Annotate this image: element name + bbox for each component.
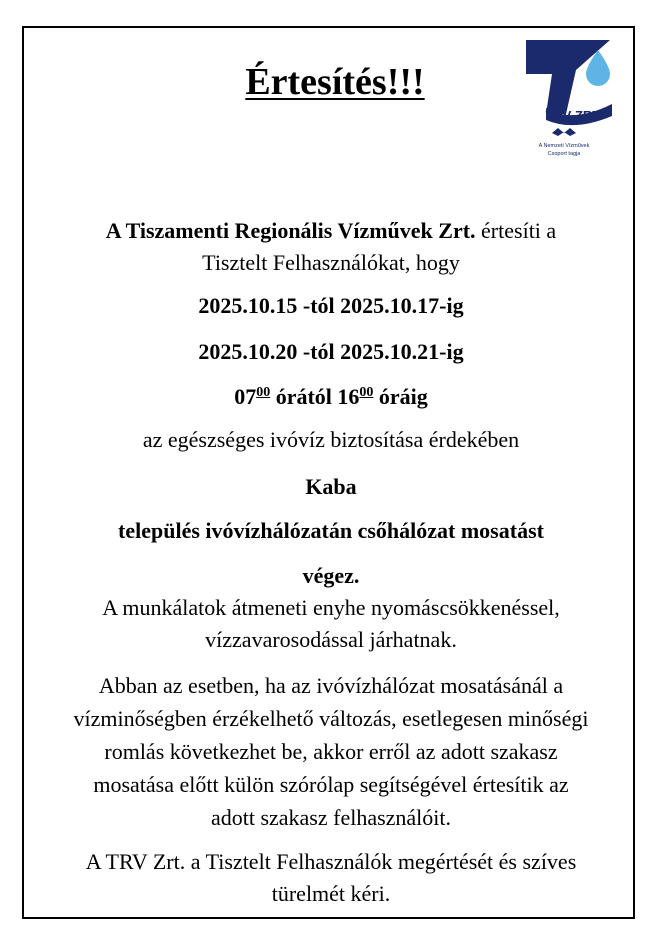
start-suffix: órától xyxy=(270,384,338,409)
time-range xyxy=(40,381,622,417)
start-hour: 07 xyxy=(234,384,257,409)
trv-logo xyxy=(524,36,616,166)
logo-tagline-2: Csoport tagja xyxy=(547,151,581,157)
paragraph-line-3: romlás következhet be, akkor erről az adott szakasz xyxy=(104,739,558,764)
closing-line-1: A TRV Zrt. a Tisztelt Felhasználók megértését és szíves xyxy=(85,849,577,874)
impact-line-1: A munkálatok átmeneti enyhe nyomáscsökkenéssel, xyxy=(102,595,560,620)
paragraph-line-5: adott szakasz felhasználóit. xyxy=(210,805,452,830)
notice-title: Értesítés!!! xyxy=(245,61,425,103)
start-minute: 00 xyxy=(256,385,271,400)
action-line-2: végez. xyxy=(302,563,360,588)
end-suffix: óráig xyxy=(373,384,428,409)
action-line-1: település ivóvízhálózatán csőhálózat mosatást xyxy=(118,518,544,543)
purpose-line: az egészséges ivóvíz biztosítása érdekében xyxy=(142,427,520,452)
closing-line-2: türelmét kéri. xyxy=(271,881,391,906)
group-mark-icon xyxy=(552,128,576,136)
date-range-2: 2025.10.20 -tól 2025.10.21-ig xyxy=(198,339,464,364)
company-name: A Tiszamenti Regionális Vízművek Zrt. xyxy=(105,218,476,243)
logo-name: TRV ZRT. xyxy=(545,108,603,123)
paragraph-line-1: Abban az esetben, ha az ivóvízhálózat mosatásánál a xyxy=(98,673,564,698)
settlement-name: Kaba xyxy=(305,474,357,499)
impact-line-2: vízzavarosodással járhatnak. xyxy=(205,627,457,652)
end-minute: 00 xyxy=(359,385,374,400)
intro-line-2: Tisztelt Felhasználókat, hogy xyxy=(202,250,460,275)
date-range-1: 2025.10.15 -tól 2025.10.17-ig xyxy=(198,293,464,318)
paragraph-line-4: mosatása előtt külön szórólap segítségével értesítik az xyxy=(93,772,569,797)
paragraph-line-2: vízminőségben érzékelhető változás, esetlegesen minőségi xyxy=(73,706,589,731)
logo-tagline-1: A Nemzeti Vízművek xyxy=(538,143,590,149)
intro-text: értesíti a xyxy=(475,218,557,243)
intro-line-1 xyxy=(40,215,622,247)
end-hour: 16 xyxy=(337,384,360,409)
